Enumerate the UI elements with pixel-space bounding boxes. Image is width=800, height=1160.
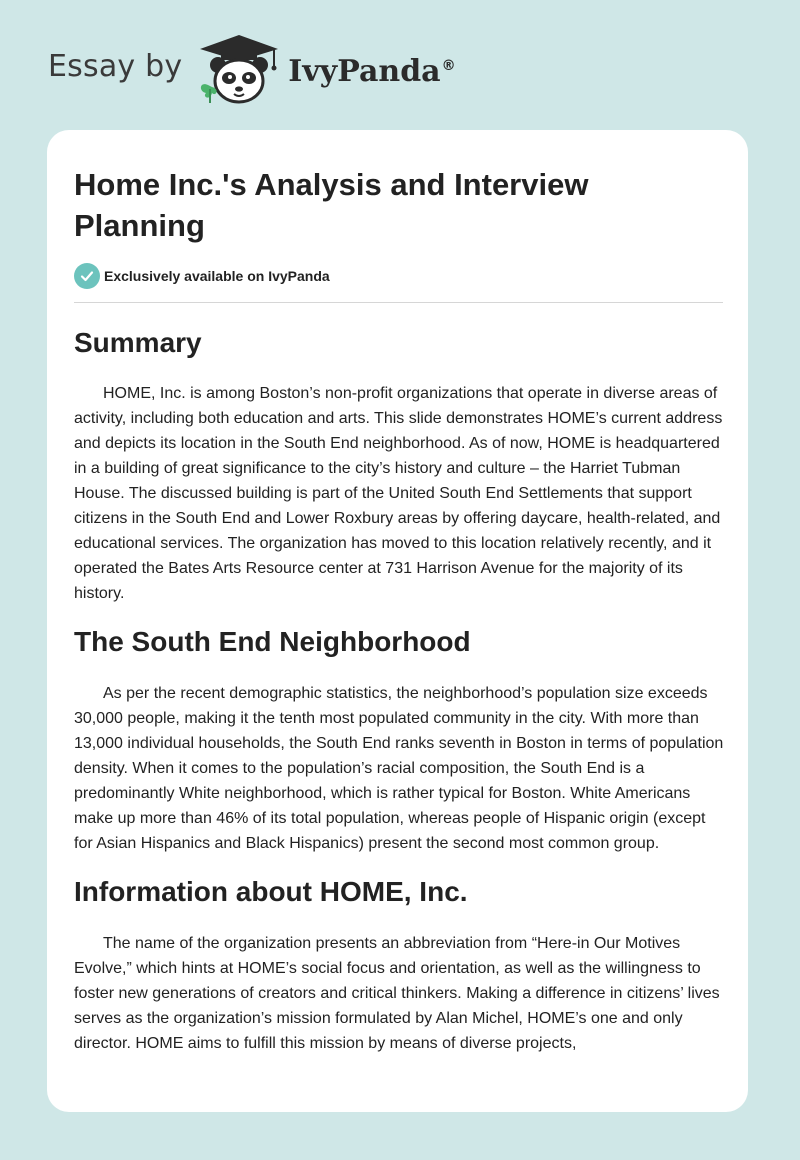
article-card [47,130,748,1112]
page-title: Home Inc.'s Analysis and Interview Planning [74,167,589,243]
section-heading-summary: Summary [74,327,202,358]
brand-header[interactable] [48,34,456,104]
section-heading-home-info: Information about HOME, Inc. [74,876,468,907]
check-circle-icon [74,263,100,289]
section-paragraph-home-info: The name of the organization presents an abbreviation from “Here-in Our Motives Evolve,” which hints at HOME’s social focus and orientation, as well as the willingness to foster new generations of creators and critical thinkers. Making a difference in citizens’ lives serves as the organization’s mission formulated by Alan Michel, HOME’s one and only director. HOME aims to fulfill this mission by means of diverse projects, [74,935,720,1052]
section-paragraph-summary: HOME, Inc. is among Boston’s non-profit organizations that operate in diverse areas of activity, including both education and arts. This slide demonstrates HOME’s current address and depicts its location in the South End neighborhood. As of now, HOME is headquartered in a building of great significance to the city’s history and culture – the Harriet Tubman House. The discussed building is part of the United South End Settlements that support citizens in the South End and Lower Roxbury areas by offering daycare, health-related, and educational services. The organization has moved to this location relatively recently, and it operated the Bates Arts Resource center at 731 Harrison Avenue for the majority of its history. [74,385,723,602]
section-heading-south-end: The South End Neighborhood [74,626,471,657]
title-divider [74,302,723,303]
brand-prefix: Essay by [48,48,183,84]
brand-name: IvyPanda® [288,53,456,89]
panda-logo-icon [194,33,284,105]
exclusive-badge [74,263,724,289]
exclusive-badge-label: Exclusively available on IvyPanda [104,268,330,284]
section-paragraph-south-end: As per the recent demographic statistics, the neighborhood’s population size exceeds 30,000 people, making it the tenth most populated community in the city. With more than 13,000 individual households, the South End ranks seventh in Boston in terms of population density. When it comes to the population’s racial composition, the South End is a predominantly White neighborhood, which is rather typical for Boston. White Americans make up more than 46% of its total population, whereas people of Hispanic origin (except for Asian Hispanics and Black Hispanics) present the second most common group. [74,685,724,852]
